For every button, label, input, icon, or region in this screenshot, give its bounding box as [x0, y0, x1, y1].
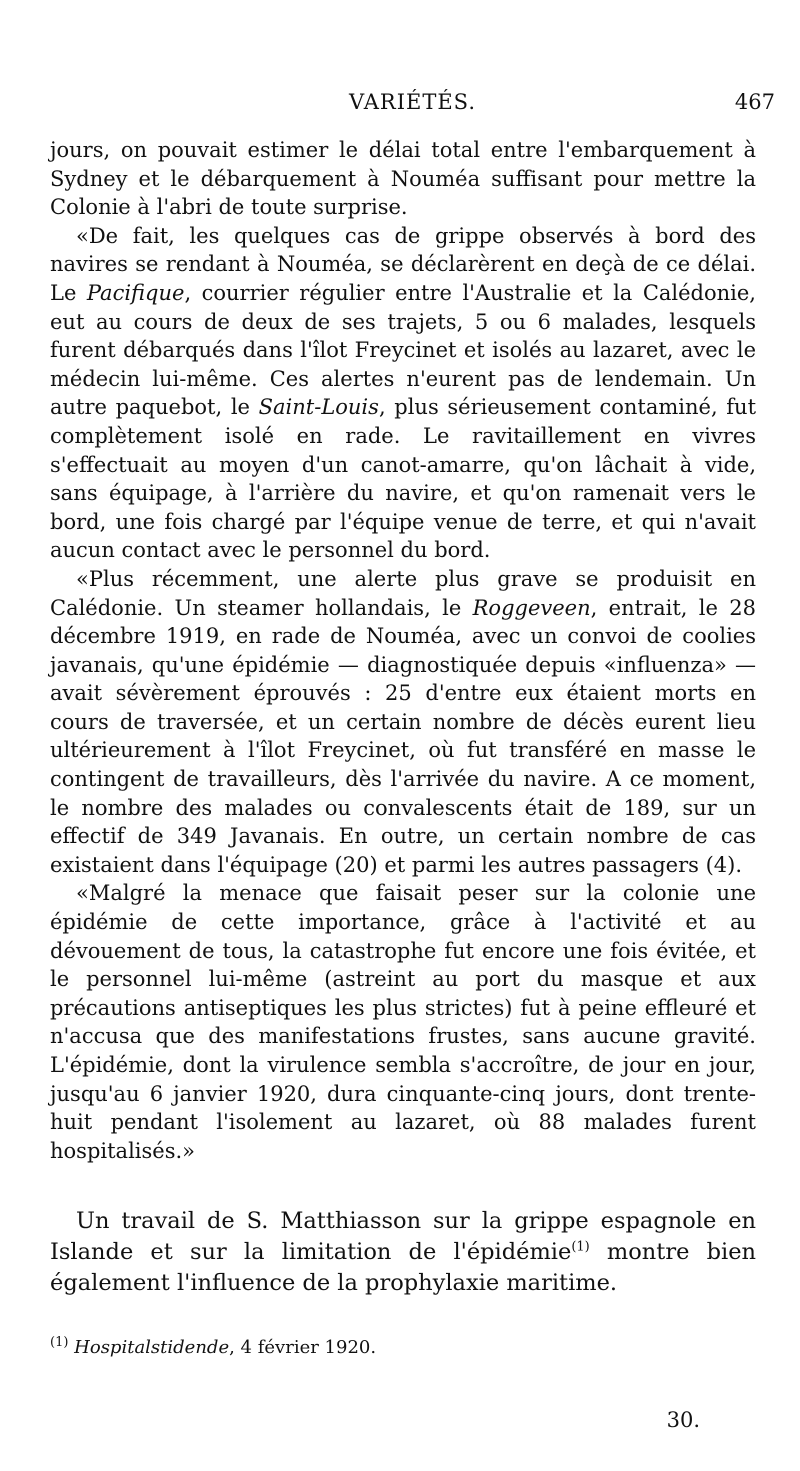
paragraph-roggeveen: [50, 565, 756, 880]
footnote-marker: (1): [50, 1335, 69, 1350]
ship-name-pacifique: Pacifique: [86, 280, 185, 305]
paragraph-malgre: [50, 879, 756, 1165]
signature-mark: 30.: [666, 1408, 700, 1432]
page-number: 467: [734, 90, 775, 114]
paragraph-text: «De fait, les quelques cas de grippe observés à bord des navires se rendant à Nouméa, se déclarèrent en deçà de ce délai. Le: [50, 223, 756, 305]
body-text: [50, 136, 756, 1165]
ship-name-saint-louis: Saint-Louis: [258, 395, 379, 420]
paragraph-matthiasson: [50, 1206, 756, 1299]
paragraph-text: , courrier régulier entre l'Australie et la Calédonie, eut au cours de deux de ses trajets, 5 ou 6 malades, lesquels furent débarqués dans l'îlot Freycinet et isolés au lazaret, avec le médecin lui-même. Ces alertes n'eurent pas de lendemain. Un autre paquebot, le: [50, 280, 756, 420]
paragraph-text: montre bien également l'influence de la prophylaxie maritime.: [50, 1239, 756, 1296]
footnote-date: , 4 février 1920.: [229, 1337, 377, 1358]
paragraph-text: jours, on pouvait estimer le délai total entre l'embarquement à Sydney et le débarquement à Nouméa suffisant pour mettre la Colonie à l'abri de toute surprise.: [50, 138, 756, 220]
paragraph-text: Un travail de S. Matthiasson sur la grippe espagnole en Islande et sur la limitation de l'épidémie: [50, 1208, 756, 1265]
paragraph-text: «Malgré la menace que faisait peser sur la colonie une épidémie de cette importance, grâce à l'activité et au dévouement de tous, la catastrophe fut encore une fois évitée, et le personnel lui-même (astreint au port du masque et aux précautions antiseptiques les plus strictes) fut à peine effleuré et n'accusa que des manifestations frustes, sans aucune gravité. L'épidémie, dont la virulence sembla s'accroître, de jour en jour, jusqu'au 6 janvier 1920, dura cinquante-cinq jours, dont trente-huit pendant l'isolement au lazaret, où 88 malades furent hospitalisés.»: [50, 881, 756, 1163]
page-header: [50, 90, 775, 120]
footnote-reference: (1): [571, 1239, 590, 1255]
footnote: [50, 1337, 756, 1358]
paragraph-text: «Plus récemment, une alerte plus grave se produisit en Calédonie. Un steamer hollandais, le: [50, 566, 756, 620]
paragraph-pacifique: [50, 222, 756, 565]
paragraph-text: , plus sérieusement contaminé, fut complètement isolé en rade. Le ravitaillement en vivres s'effectuait au moyen d'un canot-amarre, qu'on lâchait à vide, sans équipage, à l'arrière du navire, et qu'on ramenait vers le bord, une fois chargé par l'équipe venue de terre, et qui n'avait aucun contact avec le personnel du bord.: [50, 395, 757, 563]
paragraph-continuation: [50, 136, 756, 222]
paragraph-text: , entrait, le 28 décembre 1919, en rade de Nouméa, avec un convoi de coolies javanais, qu'une épidémie — diagnostiquée depuis «influenza» — avait sévèrement éprouvés : 25 d'entre eux étaient morts en cours de traversée, et un certain nombre de décès eurent lieu ultérieurement à l'îlot Freycinet, où fut transféré en masse le contingent de travailleurs, dès l'arrivée du navire. A ce moment, le nombre des malades ou convalescents était de 189, sur un effectif de 349 Javanais. En outre, un certain nombre de cas existaient dans l'équipage (20) et parmi les autres passagers (4).: [50, 595, 756, 877]
footnote-source: Hospitalstidende: [74, 1337, 230, 1358]
ship-name-roggeveen: Roggeveen: [472, 595, 591, 620]
running-title: VARIÉTÉS.: [349, 90, 476, 114]
section-text: [50, 1206, 756, 1299]
